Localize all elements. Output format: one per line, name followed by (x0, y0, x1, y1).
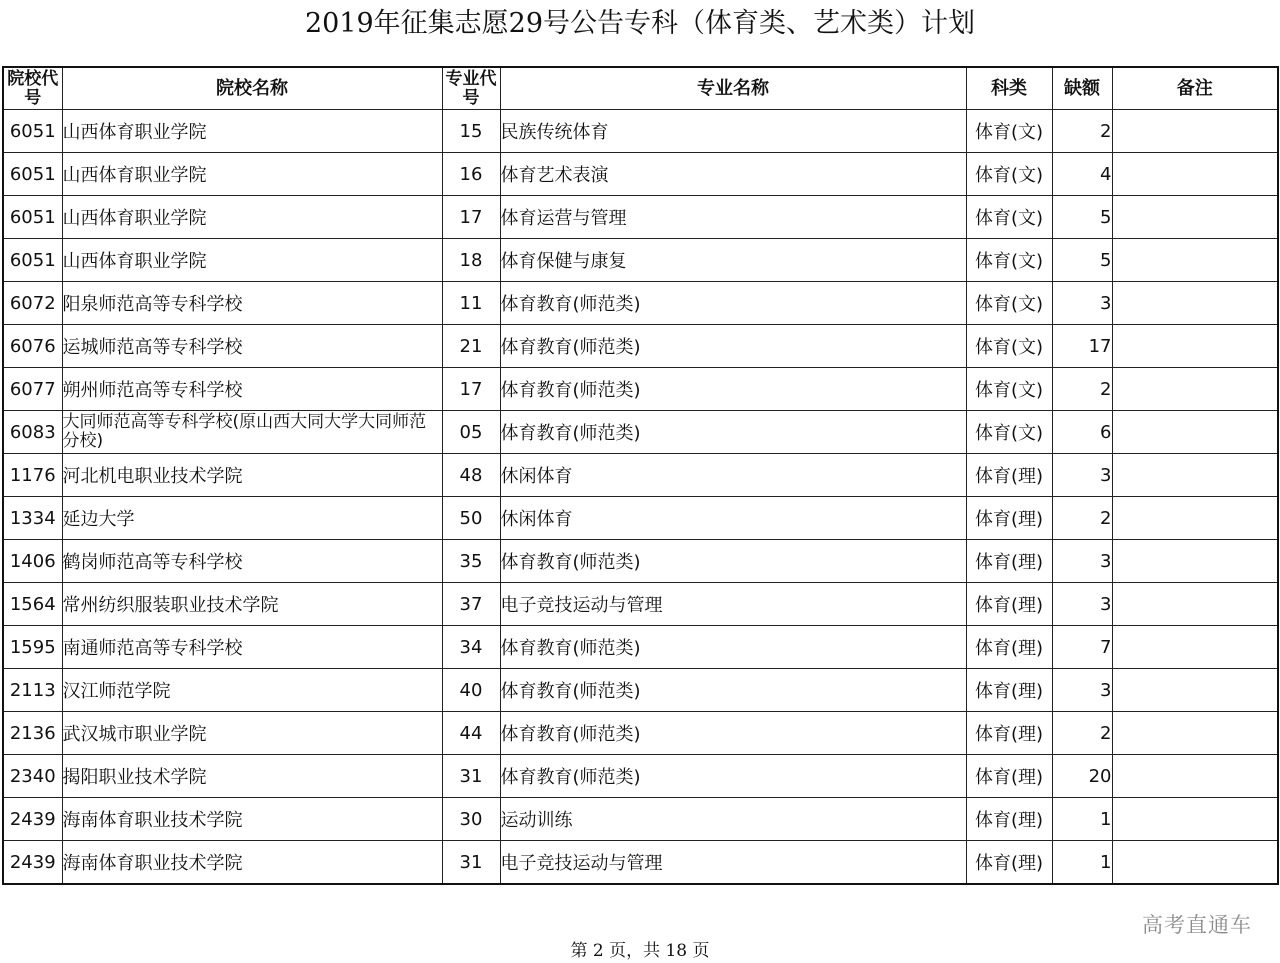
header-category: 科类 (966, 67, 1052, 110)
cell-major-code: 18 (442, 239, 500, 282)
cell-note (1112, 497, 1278, 540)
header-note: 备注 (1112, 67, 1278, 110)
cell-school-code: 2439 (3, 798, 62, 841)
cell-category: 体育(文) (966, 196, 1052, 239)
cell-category: 体育(理) (966, 841, 1052, 885)
cell-major-code: 17 (442, 368, 500, 411)
cell-school-code: 6076 (3, 325, 62, 368)
cell-school-code: 6083 (3, 411, 62, 454)
cell-major-name: 体育教育(师范类) (500, 669, 966, 712)
cell-school-code: 6051 (3, 153, 62, 196)
cell-school-code: 2340 (3, 755, 62, 798)
cell-vacancy: 2 (1052, 497, 1112, 540)
cell-vacancy: 5 (1052, 196, 1112, 239)
enrollment-plan-table (2, 66, 1279, 885)
cell-major-name: 电子竞技运动与管理 (500, 841, 966, 885)
header-major-name: 专业名称 (500, 67, 966, 110)
cell-vacancy: 3 (1052, 454, 1112, 497)
cell-major-name: 体育教育(师范类) (500, 755, 966, 798)
cell-school-code: 6051 (3, 196, 62, 239)
cell-school-code: 1334 (3, 497, 62, 540)
cell-school-name: 朔州师范高等专科学校 (62, 368, 442, 411)
cell-major-name: 民族传统体育 (500, 110, 966, 153)
cell-school-name: 山西体育职业学院 (62, 239, 442, 282)
cell-school-name: 武汉城市职业学院 (62, 712, 442, 755)
cell-school-code: 6072 (3, 282, 62, 325)
cell-school-code: 1564 (3, 583, 62, 626)
cell-vacancy: 2 (1052, 712, 1112, 755)
cell-note (1112, 368, 1278, 411)
cell-vacancy: 3 (1052, 669, 1112, 712)
cell-school-name: 山西体育职业学院 (62, 196, 442, 239)
cell-vacancy: 2 (1052, 110, 1112, 153)
cell-major-code: 48 (442, 454, 500, 497)
cell-school-code: 2113 (3, 669, 62, 712)
cell-category: 体育(理) (966, 626, 1052, 669)
table-header-row (3, 67, 1278, 110)
cell-note (1112, 153, 1278, 196)
cell-major-code: 17 (442, 196, 500, 239)
cell-major-name: 电子竞技运动与管理 (500, 583, 966, 626)
table-row (3, 626, 1278, 669)
table-row (3, 755, 1278, 798)
table-row (3, 239, 1278, 282)
watermark: 高考直通车 (1142, 913, 1252, 937)
cell-school-name: 河北机电职业技术学院 (62, 454, 442, 497)
cell-major-code: 35 (442, 540, 500, 583)
cell-school-code: 1176 (3, 454, 62, 497)
cell-major-code: 16 (442, 153, 500, 196)
cell-major-code: 37 (442, 583, 500, 626)
cell-note (1112, 755, 1278, 798)
header-school-code: 院校代号 (3, 67, 62, 110)
cell-major-name: 体育教育(师范类) (500, 540, 966, 583)
table-row (3, 798, 1278, 841)
table-row (3, 454, 1278, 497)
cell-major-code: 31 (442, 755, 500, 798)
cell-major-name: 休闲体育 (500, 497, 966, 540)
cell-school-name: 常州纺织服装职业技术学院 (62, 583, 442, 626)
cell-major-name: 体育教育(师范类) (500, 626, 966, 669)
cell-major-name: 体育运营与管理 (500, 196, 966, 239)
cell-school-code: 1595 (3, 626, 62, 669)
cell-note (1112, 411, 1278, 454)
cell-category: 体育(理) (966, 540, 1052, 583)
cell-note (1112, 454, 1278, 497)
cell-major-code: 15 (442, 110, 500, 153)
table-row (3, 411, 1278, 454)
cell-major-code: 11 (442, 282, 500, 325)
table-row (3, 110, 1278, 153)
header-vacancy: 缺额 (1052, 67, 1112, 110)
cell-major-code: 31 (442, 841, 500, 885)
cell-major-name: 体育教育(师范类) (500, 325, 966, 368)
cell-school-name: 鹤岗师范高等专科学校 (62, 540, 442, 583)
cell-note (1112, 712, 1278, 755)
cell-school-code: 2439 (3, 841, 62, 885)
table-row (3, 841, 1278, 885)
cell-school-name: 大同师范高等专科学校(原山西大同大学大同师范分校) (62, 411, 442, 454)
table-row (3, 583, 1278, 626)
cell-major-code: 30 (442, 798, 500, 841)
cell-category: 体育(理) (966, 798, 1052, 841)
cell-note (1112, 841, 1278, 885)
cell-category: 体育(文) (966, 153, 1052, 196)
cell-note (1112, 798, 1278, 841)
cell-note (1112, 282, 1278, 325)
cell-school-name: 延边大学 (62, 497, 442, 540)
cell-major-name: 运动训练 (500, 798, 966, 841)
cell-vacancy: 3 (1052, 540, 1112, 583)
cell-major-name: 体育教育(师范类) (500, 411, 966, 454)
cell-major-name: 体育教育(师范类) (500, 368, 966, 411)
table-row (3, 196, 1278, 239)
cell-category: 体育(文) (966, 239, 1052, 282)
cell-school-name: 汉江师范学院 (62, 669, 442, 712)
cell-category: 体育(理) (966, 454, 1052, 497)
cell-note (1112, 583, 1278, 626)
cell-school-code: 1406 (3, 540, 62, 583)
cell-note (1112, 239, 1278, 282)
cell-vacancy: 7 (1052, 626, 1112, 669)
table-row (3, 282, 1278, 325)
cell-major-code: 34 (442, 626, 500, 669)
cell-note (1112, 669, 1278, 712)
cell-school-name: 南通师范高等专科学校 (62, 626, 442, 669)
table-row (3, 497, 1278, 540)
cell-vacancy: 3 (1052, 583, 1112, 626)
cell-school-code: 6051 (3, 110, 62, 153)
cell-category: 体育(理) (966, 669, 1052, 712)
table-body (3, 110, 1278, 885)
cell-major-name: 体育艺术表演 (500, 153, 966, 196)
cell-category: 体育(理) (966, 712, 1052, 755)
cell-category: 体育(文) (966, 368, 1052, 411)
cell-major-name: 体育教育(师范类) (500, 282, 966, 325)
cell-vacancy: 2 (1052, 368, 1112, 411)
cell-category: 体育(文) (966, 110, 1052, 153)
table-row (3, 368, 1278, 411)
cell-note (1112, 196, 1278, 239)
cell-note (1112, 325, 1278, 368)
page-title: 2019年征集志愿29号公告专科（体育类、艺术类）计划 (304, 8, 976, 39)
header-major-code: 专业代号 (442, 67, 500, 110)
table-row (3, 669, 1278, 712)
cell-school-name: 揭阳职业技术学院 (62, 755, 442, 798)
cell-vacancy: 6 (1052, 411, 1112, 454)
header-school-name: 院校名称 (62, 67, 442, 110)
cell-vacancy: 1 (1052, 798, 1112, 841)
table-row (3, 712, 1278, 755)
table-row (3, 325, 1278, 368)
cell-major-code: 40 (442, 669, 500, 712)
cell-school-name: 海南体育职业技术学院 (62, 841, 442, 885)
cell-major-code: 21 (442, 325, 500, 368)
cell-category: 体育(文) (966, 325, 1052, 368)
cell-school-name: 海南体育职业技术学院 (62, 798, 442, 841)
cell-school-name: 阳泉师范高等专科学校 (62, 282, 442, 325)
cell-school-code: 6051 (3, 239, 62, 282)
cell-vacancy: 17 (1052, 325, 1112, 368)
cell-note (1112, 540, 1278, 583)
cell-note (1112, 110, 1278, 153)
cell-major-name: 体育保健与康复 (500, 239, 966, 282)
table-row (3, 540, 1278, 583)
cell-major-name: 体育教育(师范类) (500, 712, 966, 755)
page-footer: 第 2 页，共 18 页 (570, 941, 710, 961)
cell-vacancy: 4 (1052, 153, 1112, 196)
cell-category: 体育(文) (966, 411, 1052, 454)
cell-note (1112, 626, 1278, 669)
cell-category: 体育(理) (966, 755, 1052, 798)
cell-vacancy: 5 (1052, 239, 1112, 282)
cell-major-name: 休闲体育 (500, 454, 966, 497)
cell-vacancy: 1 (1052, 841, 1112, 885)
cell-school-name: 山西体育职业学院 (62, 110, 442, 153)
cell-school-name: 运城师范高等专科学校 (62, 325, 442, 368)
cell-vacancy: 3 (1052, 282, 1112, 325)
cell-major-code: 44 (442, 712, 500, 755)
cell-major-code: 50 (442, 497, 500, 540)
cell-school-name: 山西体育职业学院 (62, 153, 442, 196)
cell-school-code: 6077 (3, 368, 62, 411)
table-row (3, 153, 1278, 196)
cell-major-code: 05 (442, 411, 500, 454)
cell-school-code: 2136 (3, 712, 62, 755)
cell-category: 体育(文) (966, 282, 1052, 325)
cell-category: 体育(理) (966, 583, 1052, 626)
cell-category: 体育(理) (966, 497, 1052, 540)
cell-vacancy: 20 (1052, 755, 1112, 798)
